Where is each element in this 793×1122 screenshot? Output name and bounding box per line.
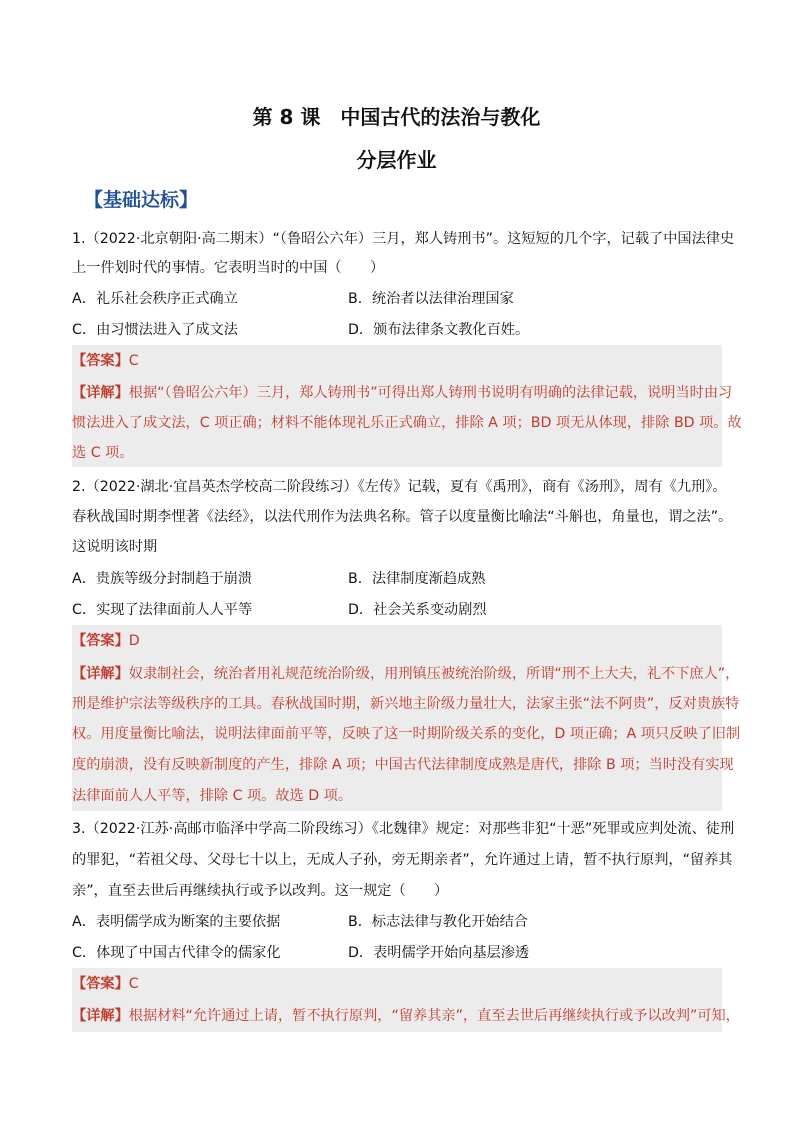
q2-detail-line-4: 度的崩溃，没有反映新制度的产生，排除 A 项；中国古代法律制度成熟是唐代，排除 B 项；当时没有实现 — [72, 757, 734, 773]
q2-detail-line-2: 刑是维护宗法等级秩序的工具。春秋战国时期，新兴地主阶级力量壮大，法家主张“法不阿贵”，反对贵族特 — [72, 696, 740, 712]
q2-detail-line-5: 法律面前人人平等，排除 C 项。故选 D 项。 — [72, 788, 353, 804]
q3-option-a: A．表明儒学成为断案的主要依据 — [72, 914, 281, 930]
q2-detail-text-1: 奴隶制社会，统治者用礼规范统治阶级，用刑镇压被统治阶级，所谓“刑不上大夫，礼不下庶人”， — [128, 666, 740, 682]
q1-detail-line-1 — [72, 382, 733, 404]
q1-detail-text-1: 根据“（鲁昭公六年）三月，郑人铸刑书”可得出郑人铸刑书说明有明确的法律记载，说明当时由习 — [128, 385, 733, 401]
page-title: 第 8 课 中国古代的法治与教化 — [252, 105, 541, 129]
q3-stem-line-1: 3.（2022·江苏·高邮市临泽中学高二阶段练习）《北魏律》规定：对那些非犯“十恶”死罪或应判处流、徒刑 — [72, 821, 735, 837]
detail-tag: 【详解】 — [72, 666, 129, 682]
answer-tag: 【答案】 — [72, 633, 129, 649]
section-heading: 【基础达标】 — [84, 189, 199, 211]
page-subtitle: 分层作业 — [356, 148, 437, 172]
answer-tag: 【答案】 — [72, 976, 129, 992]
q2-stem-line-2: 春秋战国时期李悝著《法经》，以法代刑作为法典名称。管子以度量衡比喻法“斗斛也，角量也，谓之法”。 — [72, 509, 733, 525]
q1-option-a: A．礼乐社会秩序正式确立 — [72, 291, 238, 307]
q2-option-b: B．法律制度渐趋成熟 — [348, 571, 486, 587]
q2-option-a: A．贵族等级分封制趋于崩溃 — [72, 571, 252, 587]
q1-option-d: D．颁布法律条文教化百姓。 — [348, 322, 530, 338]
q2-answer-block — [72, 625, 741, 811]
q2-option-c: C．实现了法律面前人人平等 — [72, 602, 253, 618]
q3-option-c: C．体现了中国古代律令的儒家化 — [72, 945, 281, 961]
q3-option-b: B．标志法律与教化开始结合 — [348, 914, 528, 930]
q3-stem-line-3: 亲”，直至去世后再继续执行或予以改判。这一规定（ ） — [72, 883, 449, 899]
q3-option-d: D．表明儒学开始向基层渗透 — [348, 945, 530, 961]
q3-answer: C — [128, 976, 139, 992]
q2-stem-line-1: 2.（2022·湖北·宜昌英杰学校高二阶段练习）《左传》记载，夏有《禹刑》，商有《汤刑》，周有《九刑》。 — [72, 479, 727, 495]
q1-detail-line-2: 惯法进入了成文法，C 项正确；材料不能体现礼乐正式确立，排除 A 项；BD 项无从体现，排除 BD 项。故 — [72, 415, 742, 431]
q3-detail-text-1: 根据材料“允许通过上请，暂不执行原判，“留养其亲”，直至去世后再继续执行或予以改判”可知， — [128, 1008, 740, 1024]
q2-detail-line-1 — [72, 663, 740, 685]
q3-detail-line-1 — [72, 1005, 740, 1027]
detail-tag: 【详解】 — [72, 1008, 129, 1024]
q2-stem-line-3: 这说明该时期 — [72, 539, 158, 555]
q3-answer-line — [72, 973, 724, 995]
q2-answer-line — [72, 630, 724, 652]
q1-stem-line-2: 上一件划时代的事情。它表明当时的中国（ ） — [72, 260, 385, 276]
answer-tag: 【答案】 — [72, 353, 129, 369]
q2-option-d: D．社会关系变动剧烈 — [348, 602, 487, 618]
q1-answer: C — [128, 353, 139, 369]
q1-answer-line — [72, 350, 724, 372]
q3-stem-line-2: 的罪犯，“若祖父母、父母七十以上，无成人子孙，旁无期亲者”，允许通过上请，暂不执行原判，“留养其 — [72, 852, 733, 868]
q1-stem-line-1: 1.（2022·北京朝阳·高二期末）“（鲁昭公六年）三月，郑人铸刑书”。这短短的几个字，记载了中国法律史 — [72, 231, 735, 247]
q2-answer: D — [128, 633, 140, 649]
q1-option-b: B．统治者以法律治理国家 — [348, 291, 514, 307]
q1-option-c: C．由习惯法进入了成文法 — [72, 322, 238, 338]
q1-detail-line-3: 选 C 项。 — [72, 445, 134, 461]
q2-detail-line-3: 权。用度量衡比喻法，说明法律面前平等，反映了这一时期阶级关系的变化，D 项正确；A 项只反映了旧制 — [72, 726, 741, 742]
detail-tag: 【详解】 — [72, 385, 129, 401]
